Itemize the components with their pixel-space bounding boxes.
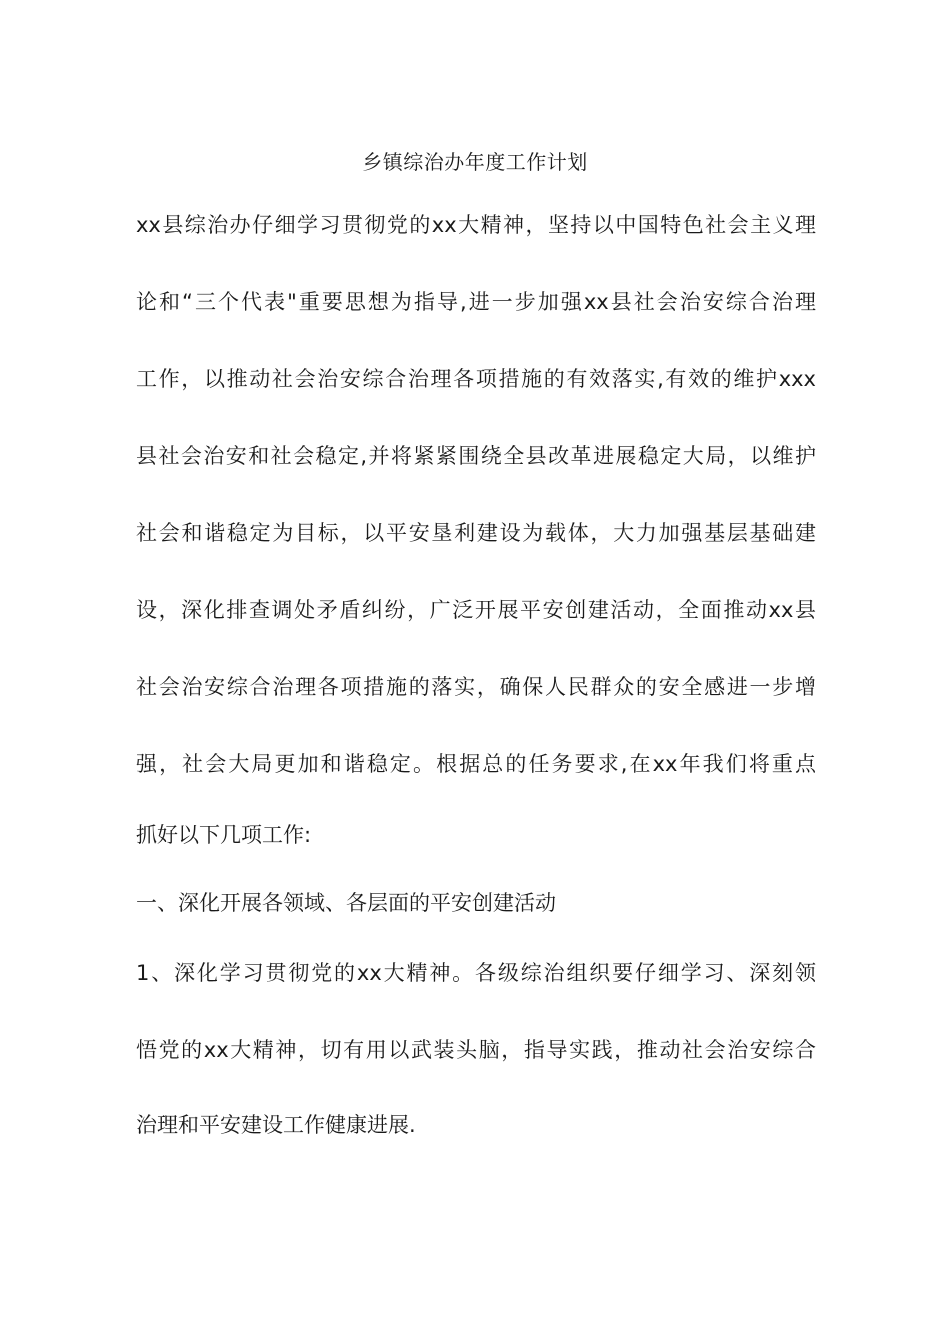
paragraph-line: 工作，以推动社会治安综合治理各项措施的有效落实,有效的维护xxx — [136, 367, 816, 391]
paragraph-line: 1、深化学习贯彻党的xx大精神。各级综治组织要仔细学习、深刻领 — [136, 961, 816, 985]
paragraph-line: 县社会治安和社会稳定,并将紧紧围绕全县改革进展稳定大局，以维护 — [136, 444, 816, 468]
paragraph-line: 悟党的xx大精神，切有用以武装头脑，指导实践，推动社会治安综合 — [136, 1038, 816, 1062]
paragraph-line: 论和“三个代表"重要思想为指导,进一步加强xx县社会治安综合治理 — [136, 290, 816, 314]
paragraph-line: xx县综治办仔细学习贯彻党的xx大精神，坚持以中国特色社会主义理 — [136, 213, 816, 237]
section-heading: 一、深化开展各领域、各层面的平安创建活动 — [136, 891, 556, 915]
paragraph-line: 设，深化排查调处矛盾纠纷，广泛开展平安创建活动，全面推动xx县 — [136, 598, 816, 622]
paragraph-line: 社会治安综合治理各项措施的落实，确保人民群众的安全感进一步增 — [136, 675, 816, 699]
paragraph-line: 抓好以下几项工作: — [136, 823, 312, 847]
paragraph-line: 治理和平安建设工作健康进展. — [136, 1113, 416, 1137]
paragraph-line: 强，社会大局更加和谐稳定。根据总的任务要求,在xx年我们将重点 — [136, 752, 816, 776]
paragraph-line: 社会和谐稳定为目标，以平安垦利建设为载体，大力加强基层基础建 — [136, 521, 816, 545]
document-title: 乡镇综治办年度工作计划 — [362, 150, 588, 174]
